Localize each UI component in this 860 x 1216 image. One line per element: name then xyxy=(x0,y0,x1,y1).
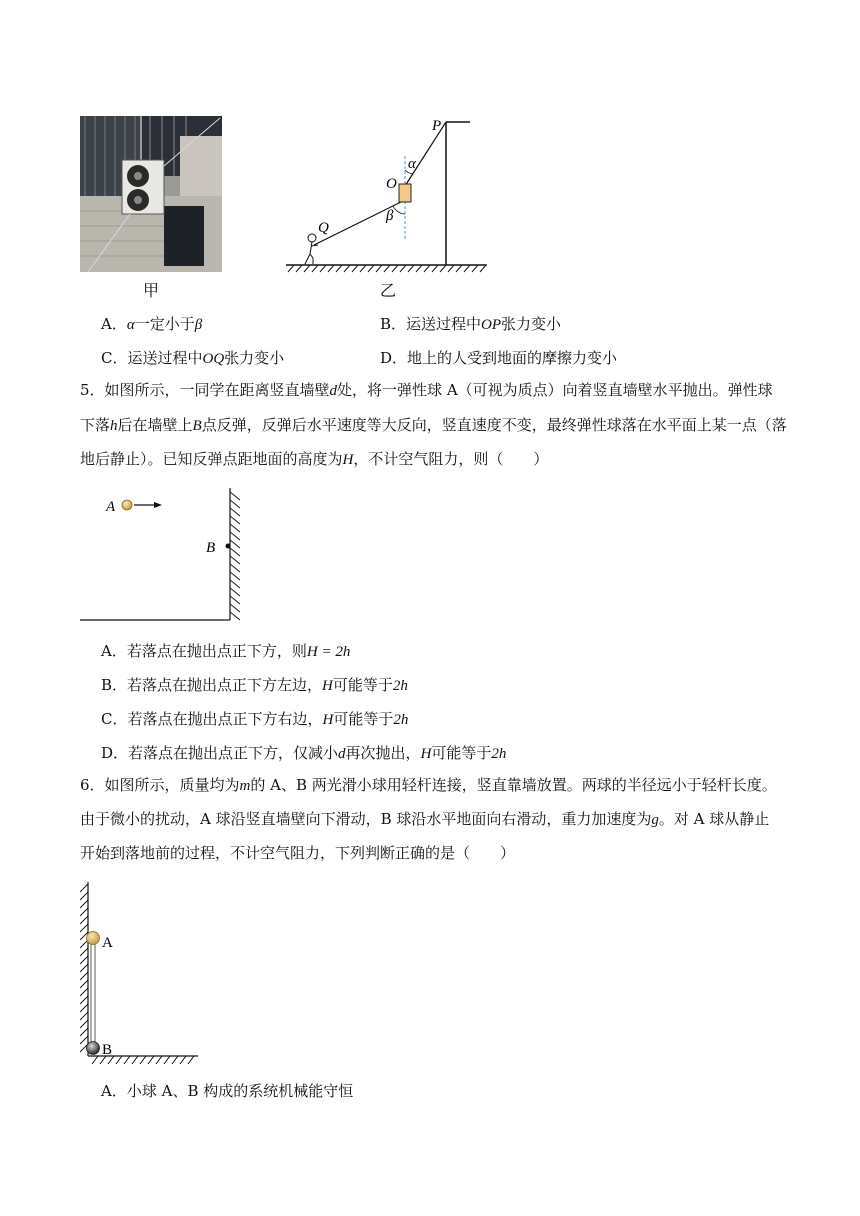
option-prefix: C． xyxy=(101,710,128,728)
text: 。对 A 球从静止 xyxy=(658,810,770,828)
option-text: 小球 A、B 构成的系统机械能守恒 xyxy=(126,1082,354,1100)
option-text: 张力变小 xyxy=(501,315,562,333)
math-var: m xyxy=(239,778,251,794)
text: 后在墙壁上 xyxy=(117,416,193,434)
option-prefix: B． xyxy=(101,676,128,694)
math-var: h xyxy=(110,418,118,434)
option-prefix: D． xyxy=(101,744,129,762)
label-beta: β xyxy=(386,208,394,224)
math-var: OQ xyxy=(202,351,225,367)
q6-stem-line3: 开始到落地前的过程，不计空气阻力，下列判断正确的是（ ） xyxy=(80,844,516,862)
option-prefix: B． xyxy=(380,315,407,333)
math-var: β xyxy=(194,317,203,333)
math-var: α xyxy=(126,317,135,333)
option-text: 地上的人受到地面的摩擦力变小 xyxy=(407,349,618,367)
math-var: B xyxy=(192,418,202,434)
math-var: H xyxy=(322,712,334,728)
q6-stem-line1 xyxy=(80,775,777,796)
option-text: 运送过程中 xyxy=(127,349,203,367)
figure-photo-air-conditioner xyxy=(80,116,222,272)
math-var: OP xyxy=(481,317,502,333)
option-text: 若落点在抛出点正下方，仅减小 xyxy=(128,744,339,762)
q5-stem-line1 xyxy=(80,380,773,401)
text: 由于微小的扰动，A 球沿竖直墙壁向下滑动，B 球沿水平地面向右滑动，重力加速度为 xyxy=(80,810,652,828)
q6-stem-line2 xyxy=(80,809,769,830)
text: 地后静止）。已知反弹点距地面的高度为 xyxy=(80,450,343,468)
option-text: 若落点在抛出点正下方右边， xyxy=(127,710,323,728)
math-formula: H = 2h xyxy=(306,644,351,660)
q5-option-d xyxy=(101,743,506,764)
math-value: 2h xyxy=(392,678,408,694)
option-text: 若落点在抛出点正下方左边， xyxy=(127,676,323,694)
option-prefix: A． xyxy=(101,315,127,333)
option-text: 一定小于 xyxy=(134,315,195,333)
option-text: 可能等于 xyxy=(333,710,394,728)
option-text: 运送过程中 xyxy=(406,315,482,333)
figure-diagram-pulley xyxy=(282,108,492,277)
math-var: g xyxy=(651,812,659,828)
q5-stem-line3 xyxy=(80,449,548,470)
label-A: A xyxy=(102,935,113,951)
q5-option-b xyxy=(101,675,408,696)
q5-option-a xyxy=(101,641,350,662)
q4-option-b xyxy=(380,314,561,335)
q5-stem-line2 xyxy=(80,415,787,436)
option-text: 可能等于 xyxy=(431,744,492,762)
label-B: B xyxy=(206,540,216,556)
text: 点反弹，反弹后水平速度等大反向，竖直速度不变，最终弹性球落在水平面上某一点（落 xyxy=(201,416,787,434)
text: 5．如图所示，一同学在距离竖直墙壁 xyxy=(80,381,330,399)
q4-option-c xyxy=(101,348,284,369)
label-A: A xyxy=(106,499,116,515)
q5-option-c xyxy=(101,709,408,730)
option-prefix: A． xyxy=(101,1082,127,1100)
option-prefix: D． xyxy=(380,349,408,367)
math-var: d xyxy=(329,383,338,399)
label-B: B xyxy=(102,1042,113,1058)
q4-option-d xyxy=(380,348,617,368)
math-value: 2h xyxy=(491,746,507,762)
figure-caption-jia: 甲 xyxy=(143,281,160,300)
math-value: 2h xyxy=(393,712,409,728)
text: 处，将一弹性球 A（可视为质点）向着竖直墙壁水平抛出。弹性球 xyxy=(337,381,773,399)
figure-caption-yi: 乙 xyxy=(380,281,397,300)
q6-option-a xyxy=(101,1081,353,1101)
text: 6．如图所示，质量均为 xyxy=(80,776,240,794)
option-prefix: A． xyxy=(101,642,127,660)
figure-rod-balls xyxy=(76,876,206,1070)
figure-wall-ball xyxy=(78,484,258,628)
label-Q: Q xyxy=(318,220,329,236)
math-var: d xyxy=(338,746,346,762)
math-var: H xyxy=(322,678,333,694)
math-var: H xyxy=(420,746,432,762)
label-P: P xyxy=(432,118,442,134)
option-prefix: C． xyxy=(101,349,128,367)
text: 下落 xyxy=(80,416,111,434)
q4-option-a xyxy=(101,314,202,335)
text: 的 A、B 两光滑小球用轻杆连接，竖直靠墙放置。两球的半径远小于轻杆长度。 xyxy=(250,776,777,794)
option-text: 可能等于 xyxy=(332,676,393,694)
option-text: 张力变小 xyxy=(224,349,285,367)
label-O: O xyxy=(386,176,397,192)
option-text: 若落点在抛出点正下方，则 xyxy=(126,642,307,660)
option-text: 再次抛出， xyxy=(345,744,421,762)
label-alpha: α xyxy=(408,156,416,172)
text: ，不计空气阻力，则（ ） xyxy=(353,450,549,468)
math-var: H xyxy=(342,452,354,468)
